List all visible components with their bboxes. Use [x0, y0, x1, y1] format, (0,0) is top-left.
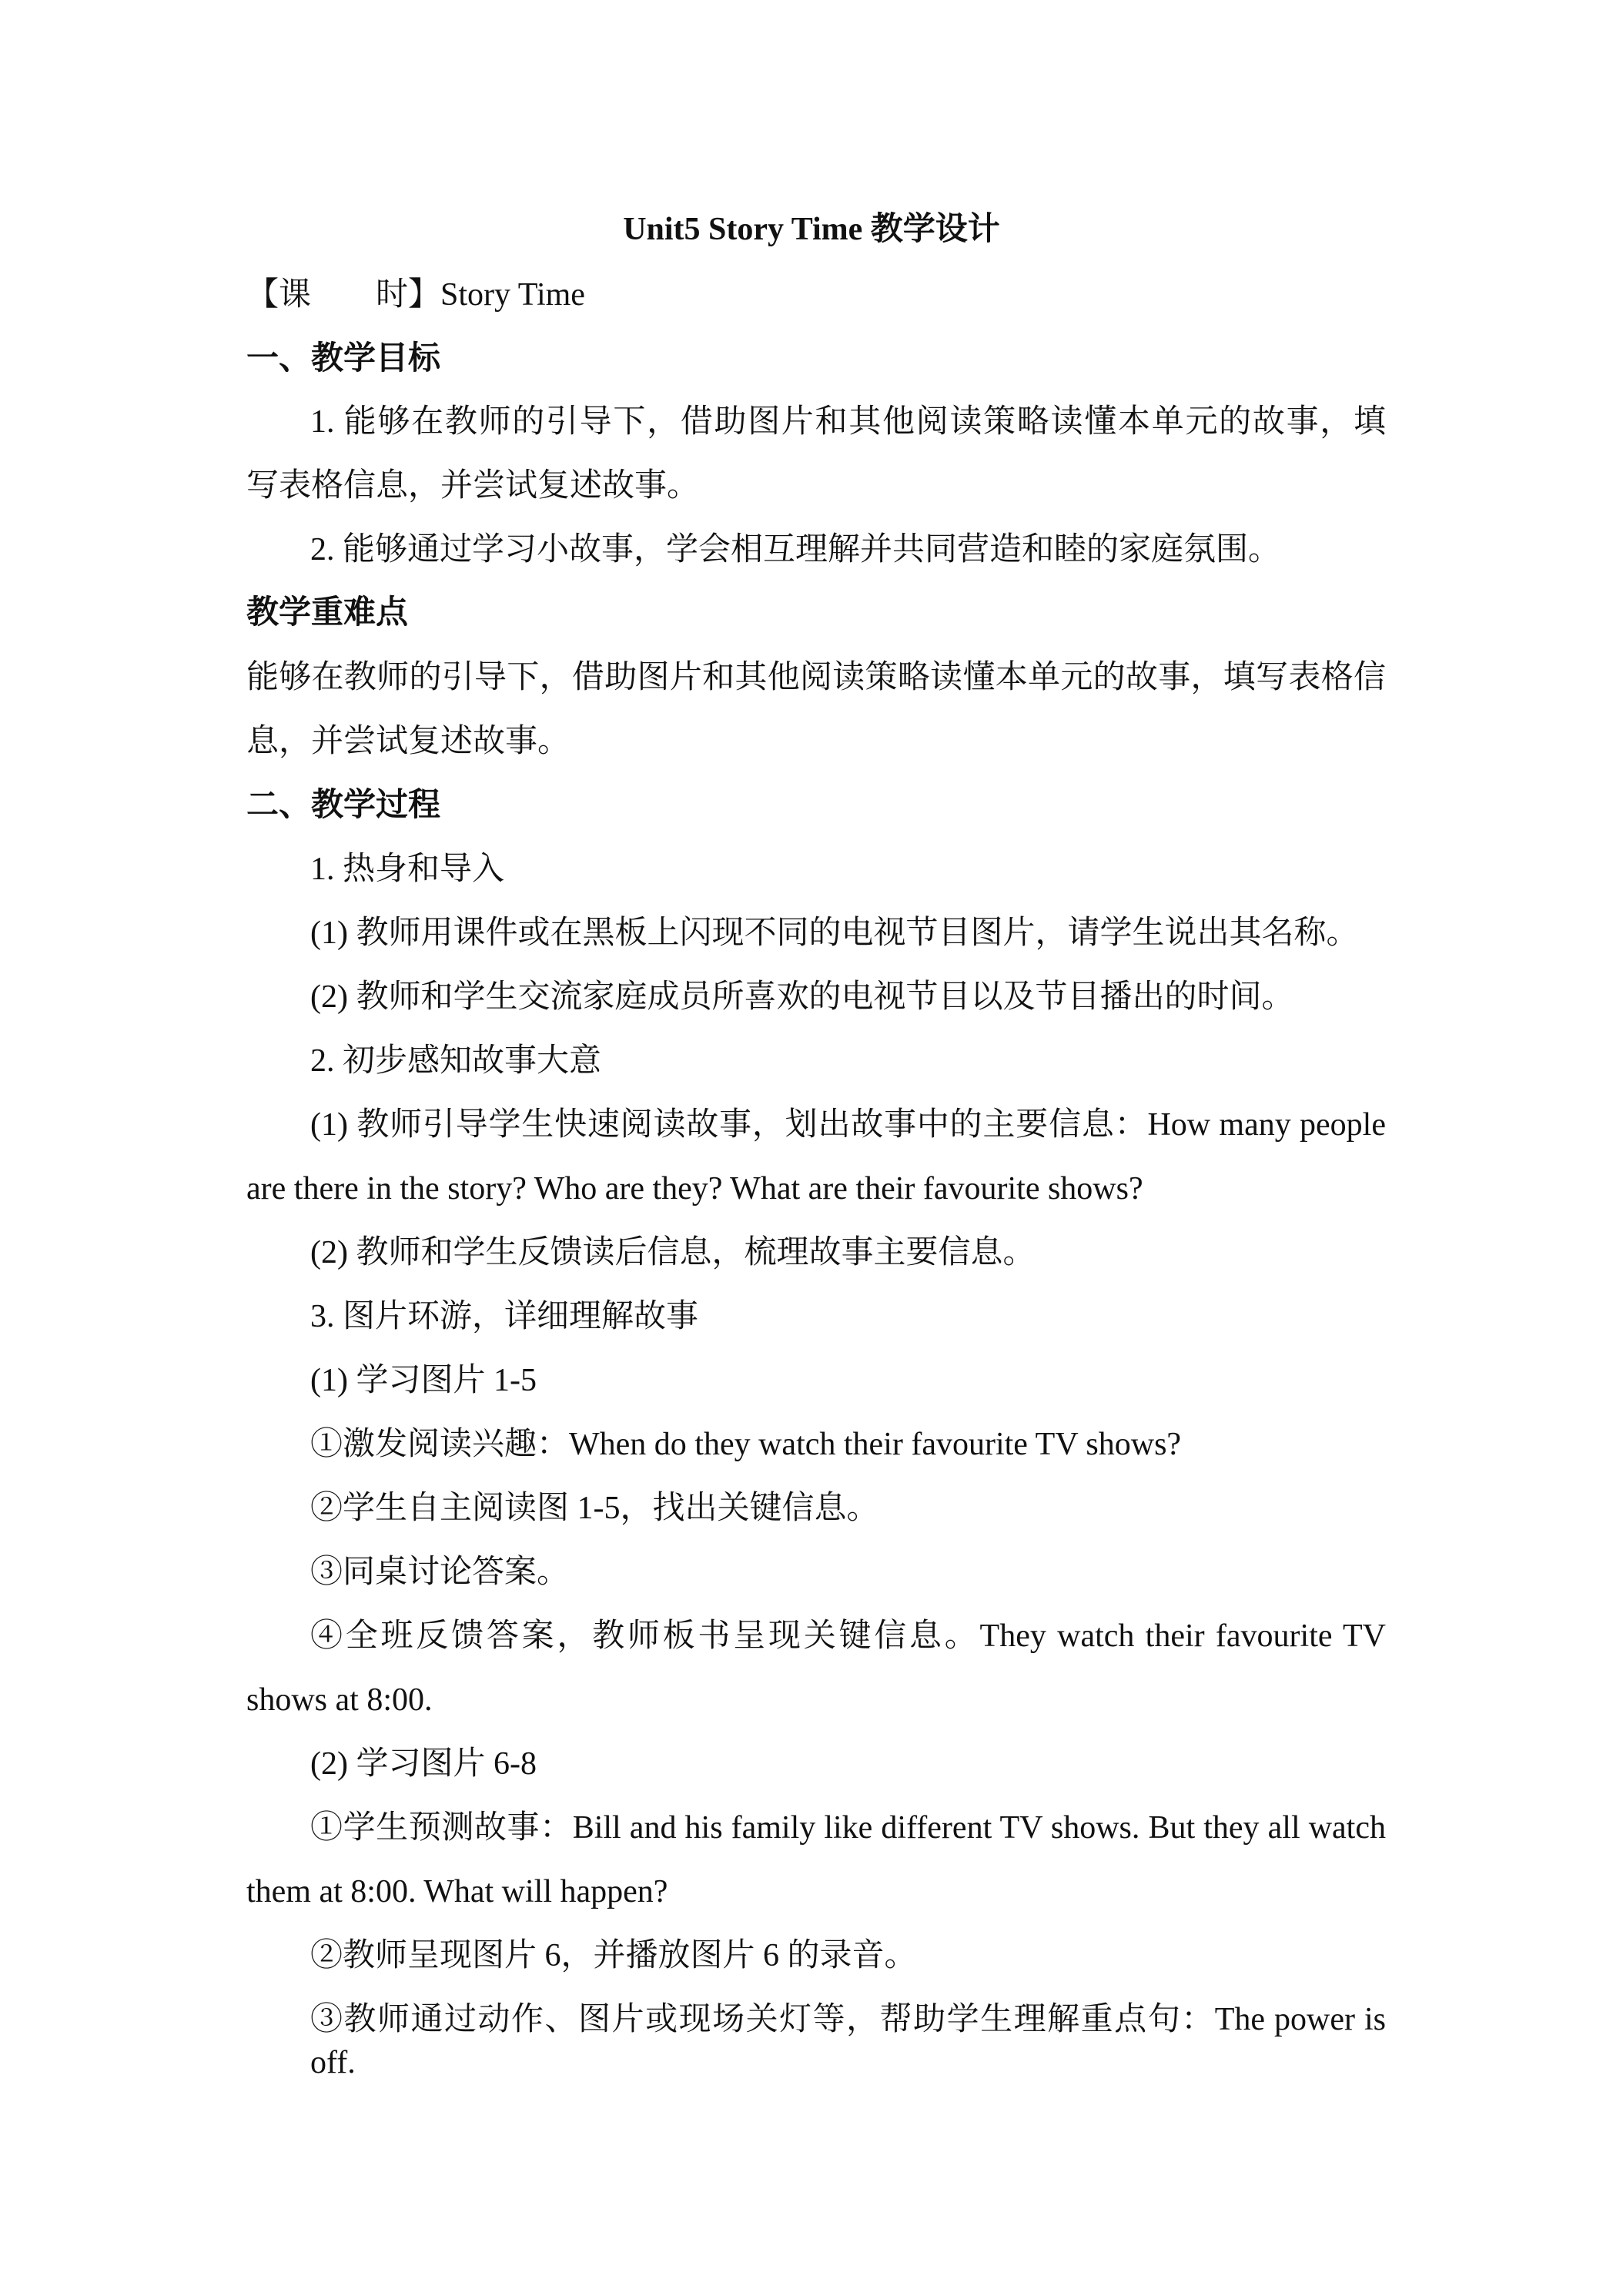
step-2-a-line-1: (1) 教师引导学生快速阅读故事，划出故事中的主要信息：How many people [310, 1107, 1386, 1143]
goal-1-line-2: 写表格信息，并尝试复述故事。 [246, 468, 700, 504]
key-points-line-1: 能够在教师的引导下，借助图片和其他阅读策略读懂本单元的故事，填写表格信 [246, 660, 1386, 695]
goal-2: 2. 能够通过学习小故事，学会相互理解并共同营造和睦的家庭氛围。 [310, 532, 1281, 567]
step-3: 3. 图片环游，详细理解故事 [310, 1299, 699, 1334]
section-heading-process: 二、教学过程 [246, 788, 441, 823]
lesson-value: Story Time [440, 277, 585, 313]
step-2-b: (2) 教师和学生反馈读后信息，梳理故事主要信息。 [310, 1235, 1036, 1270]
lesson-line [246, 273, 1386, 316]
step-2-a-line-2: are there in the story? Who are they? What are their favourite shows? [246, 1171, 1143, 1207]
step-3-1-c: ③同桌讨论答案。 [310, 1555, 570, 1590]
step-3-2-c: ③教师通过动作、图片或现场关灯等，帮助学生理解重点句：The power is off. [310, 2002, 1386, 2080]
step-3-2-b: ②教师呈现图片 6，并播放图片 6 的录音。 [310, 1938, 917, 1973]
step-2: 2. 初步感知故事大意 [310, 1043, 602, 1079]
step-1: 1. 热身和导入 [310, 852, 505, 887]
key-points-line-2: 息，并尝试复述故事。 [246, 724, 571, 759]
step-3-1: (1) 学习图片 1-5 [310, 1363, 537, 1398]
step-1-b: (2) 教师和学生交流家庭成员所喜欢的电视节目以及节目播出的时间。 [310, 979, 1294, 1015]
section-heading-key-points: 教学重难点 [246, 595, 409, 631]
step-3-1-a: ①激发阅读兴趣：When do they watch their favourite TV shows? [310, 1427, 1182, 1462]
document-title: Unit5 Story Time 教学设计 [623, 212, 1000, 247]
section-heading-goals: 一、教学目标 [246, 341, 441, 377]
step-3-2-a-line-2: them at 8:00. What will happen? [246, 1874, 668, 1909]
step-3-1-d-line-2: shows at 8:00. [246, 1682, 433, 1718]
step-3-2: (2) 学习图片 6-8 [310, 1746, 537, 1782]
goal-1-line-1: 1. 能够在教师的引导下，借助图片和其他阅读策略读懂本单元的故事，填 [310, 404, 1386, 440]
step-3-1-d-line-1: ④全班反馈答案，教师板书呈现关键信息。They watch their favourite TV [310, 1618, 1386, 1654]
step-3-2-a-line-1: ①学生预测故事：Bill and his family like different TV shows. But they all watch [310, 1810, 1386, 1846]
step-1-a: (1) 教师用课件或在黑板上闪现不同的电视节目图片，请学生说出其名称。 [310, 915, 1359, 951]
step-3-1-b: ②学生自主阅读图 1-5，找出关键信息。 [310, 1491, 879, 1526]
lesson-label-close: 时】 [376, 277, 441, 313]
lesson-label-open: 【课 [246, 277, 312, 313]
